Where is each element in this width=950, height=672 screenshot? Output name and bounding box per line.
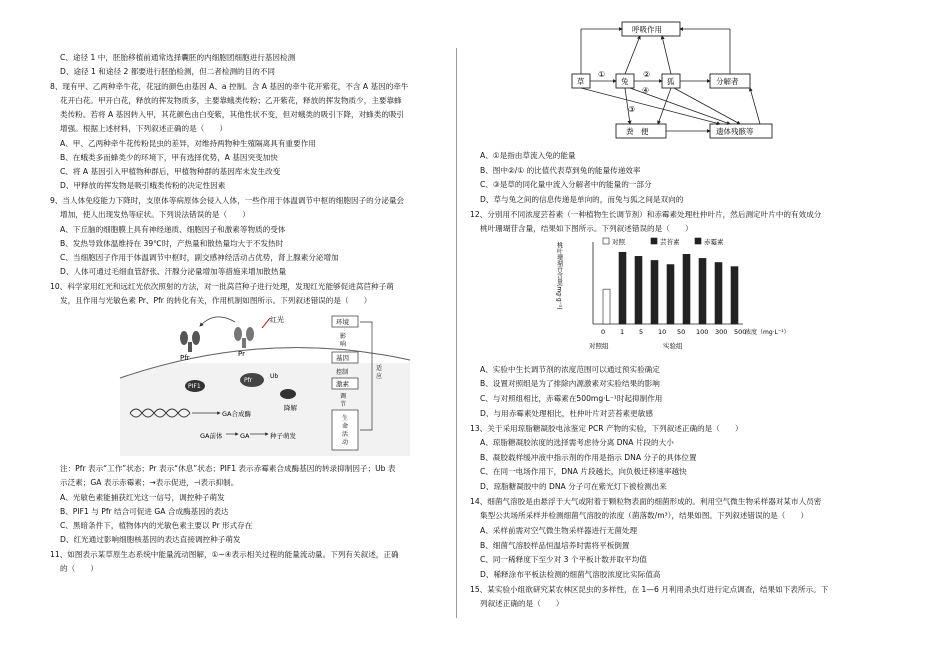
right-line: 桃叶珊瑚苷含量，结果如下图所示。下列叙述错误的是（ ） — [480, 224, 693, 233]
left-line: D、人体可通过毛细血管舒张、汗腺分泌量增加等措施来增加散热量 — [60, 267, 287, 276]
right-line: B、凝胶载样缓冲液中指示剂的作用是指示 DNA 分子的具体位置 — [480, 453, 697, 462]
svg-text:种子萌发: 种子萌发 — [270, 432, 296, 440]
right-line: D、稀释涂布平板法检测的细菌气溶胶浓度比实际值高 — [480, 570, 661, 579]
svg-text:活: 活 — [342, 431, 349, 438]
left-line: 增加，使人出现发热等症状。下列说法错误的是（ ） — [60, 210, 250, 219]
legend-label: 对照 — [612, 238, 625, 246]
left-line: D、甲释放的挥发物是吸引蛾类传粉的决定性因素 — [60, 181, 226, 190]
right-line: 12、分别用不同浓度芸苔素（一种植物生长调节剂）和赤霉素处理杜仲叶片，然后测定叶片中的有效成分 — [470, 210, 822, 219]
y-axis-label: 桃叶珊瑚苷含量(mg·g⁻¹) — [555, 242, 563, 310]
left-line: 发，且作用与光敏色素 Pr、Pfr 的转化有关，作用机制如图所示。下列叙述错误的是（ ） — [60, 296, 372, 305]
right-line: A、实验中生长调节剂的浓度范围可以通过预实验确定 — [480, 365, 660, 374]
x-tick-label: 100 — [696, 328, 709, 336]
left-line: D、红光通过影响细胞核基因的表达直接调控种子萌发 — [60, 535, 241, 544]
bar — [731, 267, 738, 324]
x-tick-label: 300 — [715, 328, 728, 336]
respiration-box: 呼吸作用 — [632, 25, 662, 34]
right-line: A、琼脂糖凝胶浓度的选择需考虑待分离 DNA 片段的大小 — [480, 438, 674, 447]
bar — [667, 265, 674, 324]
svg-text:Pr: Pr — [238, 350, 245, 358]
x-tick-label: 1 — [620, 328, 625, 336]
right-line: A、采样前需对空气微生物采样器进行无菌处理 — [480, 526, 638, 535]
right-line: 15、某实验小组欲研究某农林区昆虫的多样性，在 1—6 月利用杀虫灯进行定点调查，结果如下表所示。下 — [470, 585, 829, 594]
left-line: 9、当人体免疫能力下降时，支原体等病原体会侵入人体，一些作用于体温调节中枢的细胞因子的分泌量会 — [50, 196, 405, 205]
svg-text:①: ① — [598, 70, 606, 79]
bar — [715, 263, 722, 325]
grass-box: 草 — [577, 77, 585, 86]
left-line: 8、现有甲、乙两种牵牛花，花冠的颜色由基因 A、a 控制。含 A 基因的牵牛花开紫花，不含 A 基因的牵牛 — [50, 82, 409, 91]
left-line: 类传粉。若将 A 基因转入甲，其花颜色由白变紫，其他性状不变，但对蛾类的吸引下降，对蜂类的吸引 — [60, 110, 405, 119]
left-line: 注：Pfr 表示“工作”状态；Pr 表示“休息”状态；PIF1 表示赤霉素合成酶基因的转录抑制因子；Ub 表 — [60, 464, 396, 473]
svg-text:GA前体: GA前体 — [200, 432, 223, 440]
experiment-group-label: 实验组 — [663, 342, 683, 350]
svg-text:控制: 控制 — [336, 369, 349, 376]
left-line: 的（ ） — [60, 564, 98, 573]
svg-text:激素: 激素 — [336, 380, 349, 388]
svg-text:Ub: Ub — [270, 373, 279, 380]
svg-text:PIF1: PIF1 — [188, 383, 201, 390]
x-tick-label: 10 — [658, 328, 667, 336]
right-line: D、琼脂糖凝胶中的 DNA 分子可在紫光灯下被检测出来 — [480, 482, 667, 491]
left-line: C、将 A 基因引入甲植物种群后，甲植物种群的基因库未发生改变 — [60, 167, 281, 176]
legend-swatch — [651, 238, 657, 244]
legend-swatch — [603, 238, 609, 244]
svg-text:②: ② — [643, 70, 651, 79]
red-light-label: 红光 — [270, 316, 284, 324]
x-tick-label: 50 — [677, 328, 686, 336]
left-line: 花开白花。甲开白花，释放的挥发物质多，主要靠蛾类传粉；乙开紫花，释放的挥发物质少，主要靠蜂 — [60, 96, 402, 105]
left-line: A、甲、乙两种牵牛花传粉昆虫的差异，对维持两物种生殖隔离具有重要作用 — [60, 139, 316, 148]
svg-text:③: ③ — [628, 105, 636, 114]
svg-text:动: 动 — [342, 439, 349, 446]
svg-text:GA: GA — [240, 432, 250, 440]
svg-text:基因: 基因 — [336, 354, 349, 362]
control-group-label: 对照组 — [589, 342, 609, 350]
phytochrome-mechanism-figure — [120, 308, 410, 456]
left-line: A、下丘脑的细胞膜上具有神经递质、细胞因子和激素等物质的受体 — [60, 225, 286, 234]
svg-text:适: 适 — [376, 365, 383, 372]
right-line: 列叙述正确的是（ ） — [480, 599, 564, 608]
left-line: C、途径 1 中，胚胎移植前通常选择囊胚的内细胞团细胞进行基因检测 — [60, 53, 296, 62]
svg-text:GA合成酶: GA合成酶 — [222, 410, 251, 418]
svg-text:命: 命 — [342, 423, 349, 430]
svg-text:应: 应 — [376, 373, 383, 380]
right-line: 13、关于采用琼脂糖凝胶电泳鉴定 PCR 产物的实验，下列叙述正确的是（ ） — [470, 424, 743, 433]
bar — [651, 260, 658, 324]
decomposer-box: 分解者 — [716, 77, 739, 86]
left-line: D、途径 1 和途径 2 都要进行胚胎检测，但二者检测的目的不同 — [60, 67, 276, 76]
svg-text:环境: 环境 — [336, 318, 349, 326]
rabbit-box: 兔 — [621, 77, 629, 86]
right-line: D、草与兔之间的信息传递是单向的，而兔与狐之间是双向的 — [480, 195, 684, 204]
left-line: B、发热导致体温维持在 39℃时，产热量和散热量均大于不发热时 — [60, 239, 284, 248]
left-line: 10、科学家用红光和远红光依次照射的方法，对一批莴苣种子进行处理，发现红光能够促进莴苣种子萌 — [50, 282, 394, 291]
x-tick-label: 500 — [734, 328, 747, 336]
svg-text:调: 调 — [340, 393, 347, 400]
left-line: B、PIF1 与 Pfr 结合可促进 GA 合成酶基因的表达 — [60, 507, 229, 516]
bar — [699, 258, 706, 324]
right-line: C、③是草的同化量中流入分解者中的能量的一部分 — [480, 180, 652, 189]
svg-text:生: 生 — [342, 415, 349, 422]
bar — [635, 256, 642, 324]
left-line: C、黑暗条件下，植物体内的光敏色素主要以 Pr 形式存在 — [60, 521, 253, 530]
energy-flow-figure — [570, 20, 790, 142]
svg-text:Pfr: Pfr — [180, 354, 190, 362]
left-line: 增强。根据上述材料，下列叙述正确的是（ ） — [60, 124, 228, 133]
right-line: 14、细菌气溶胶是由悬浮于大气或附着于颗粒物表面的细菌形成的。利用空气微生物采样器对某市人员密 — [470, 497, 822, 506]
legend-label: 赤霉素 — [704, 238, 724, 246]
svg-text:④: ④ — [642, 86, 650, 95]
bar — [619, 252, 626, 324]
right-line: B、设置对照组是为了排除内源激素对实验结果的影响 — [480, 379, 660, 388]
left-line: B、在蛾类多而蜂类少的环境下，甲有选择优势，A 基因突变加快 — [60, 153, 278, 162]
aucubin-bar-chart — [555, 232, 790, 357]
svg-text:节: 节 — [340, 401, 347, 408]
right-line: D、与用赤霉素处理相比，杜仲叶片对芸苔素更敏感 — [480, 409, 653, 418]
right-line: B、细菌气溶胶样品恒温培养时需将平板倒置 — [480, 541, 630, 550]
legend-swatch — [695, 238, 701, 244]
left-line: C、当细胞因子作用于体温调节中枢时，副交感神经活动占优势，肾上腺素分泌增加 — [60, 253, 339, 262]
right-line: 集型公共场所采样并检测细菌气溶胶的浓度（菌落数/m³），结果如图。下列叙述错误的是（ ） — [480, 511, 809, 520]
x-tick-label: 5 — [639, 328, 644, 336]
svg-text:Pfr: Pfr — [244, 377, 253, 384]
bar — [683, 254, 690, 324]
x-axis-label: 浓度（mg·L⁻¹） — [745, 329, 790, 336]
left-line: 11、如图表示某草原生态系统中能量流动图解，①~④表示相关过程的能量流动量。下列有关叙述，正确 — [50, 550, 399, 559]
bar — [603, 289, 610, 324]
right-line: B、图中②/① 的比值代表草到兔的能量传递效率 — [480, 166, 641, 175]
remains-box: 遗体残骸等 — [716, 127, 754, 136]
feces-box: 粪 便 — [626, 127, 649, 136]
right-line: A、①是指由草流入兔的能量 — [480, 151, 576, 160]
svg-text:响: 响 — [340, 341, 347, 348]
fox-box: 狐 — [667, 77, 675, 86]
x-tick-label: 0 — [601, 328, 606, 336]
left-line: 示泛素；GA 表示赤霉素；→表示促进，⊣表示抑制。 — [60, 478, 239, 487]
left-line: A、光敏色素能捕获红光这一信号，调控种子萌发 — [60, 493, 225, 502]
right-line: C、与对照组相比，赤霉素在500mg·L⁻¹时起抑制作用 — [480, 394, 663, 403]
column-divider — [456, 48, 457, 618]
legend-label: 芸苔素 — [660, 238, 680, 246]
svg-text:影: 影 — [340, 333, 347, 340]
right-line: C、同一稀释度下至少对 3 个平板计数并取平均值 — [480, 555, 647, 564]
right-line: C、在同一电场作用下，DNA 片段越长，向负极迁移速率越快 — [480, 467, 687, 476]
svg-text:降解: 降解 — [284, 404, 297, 412]
